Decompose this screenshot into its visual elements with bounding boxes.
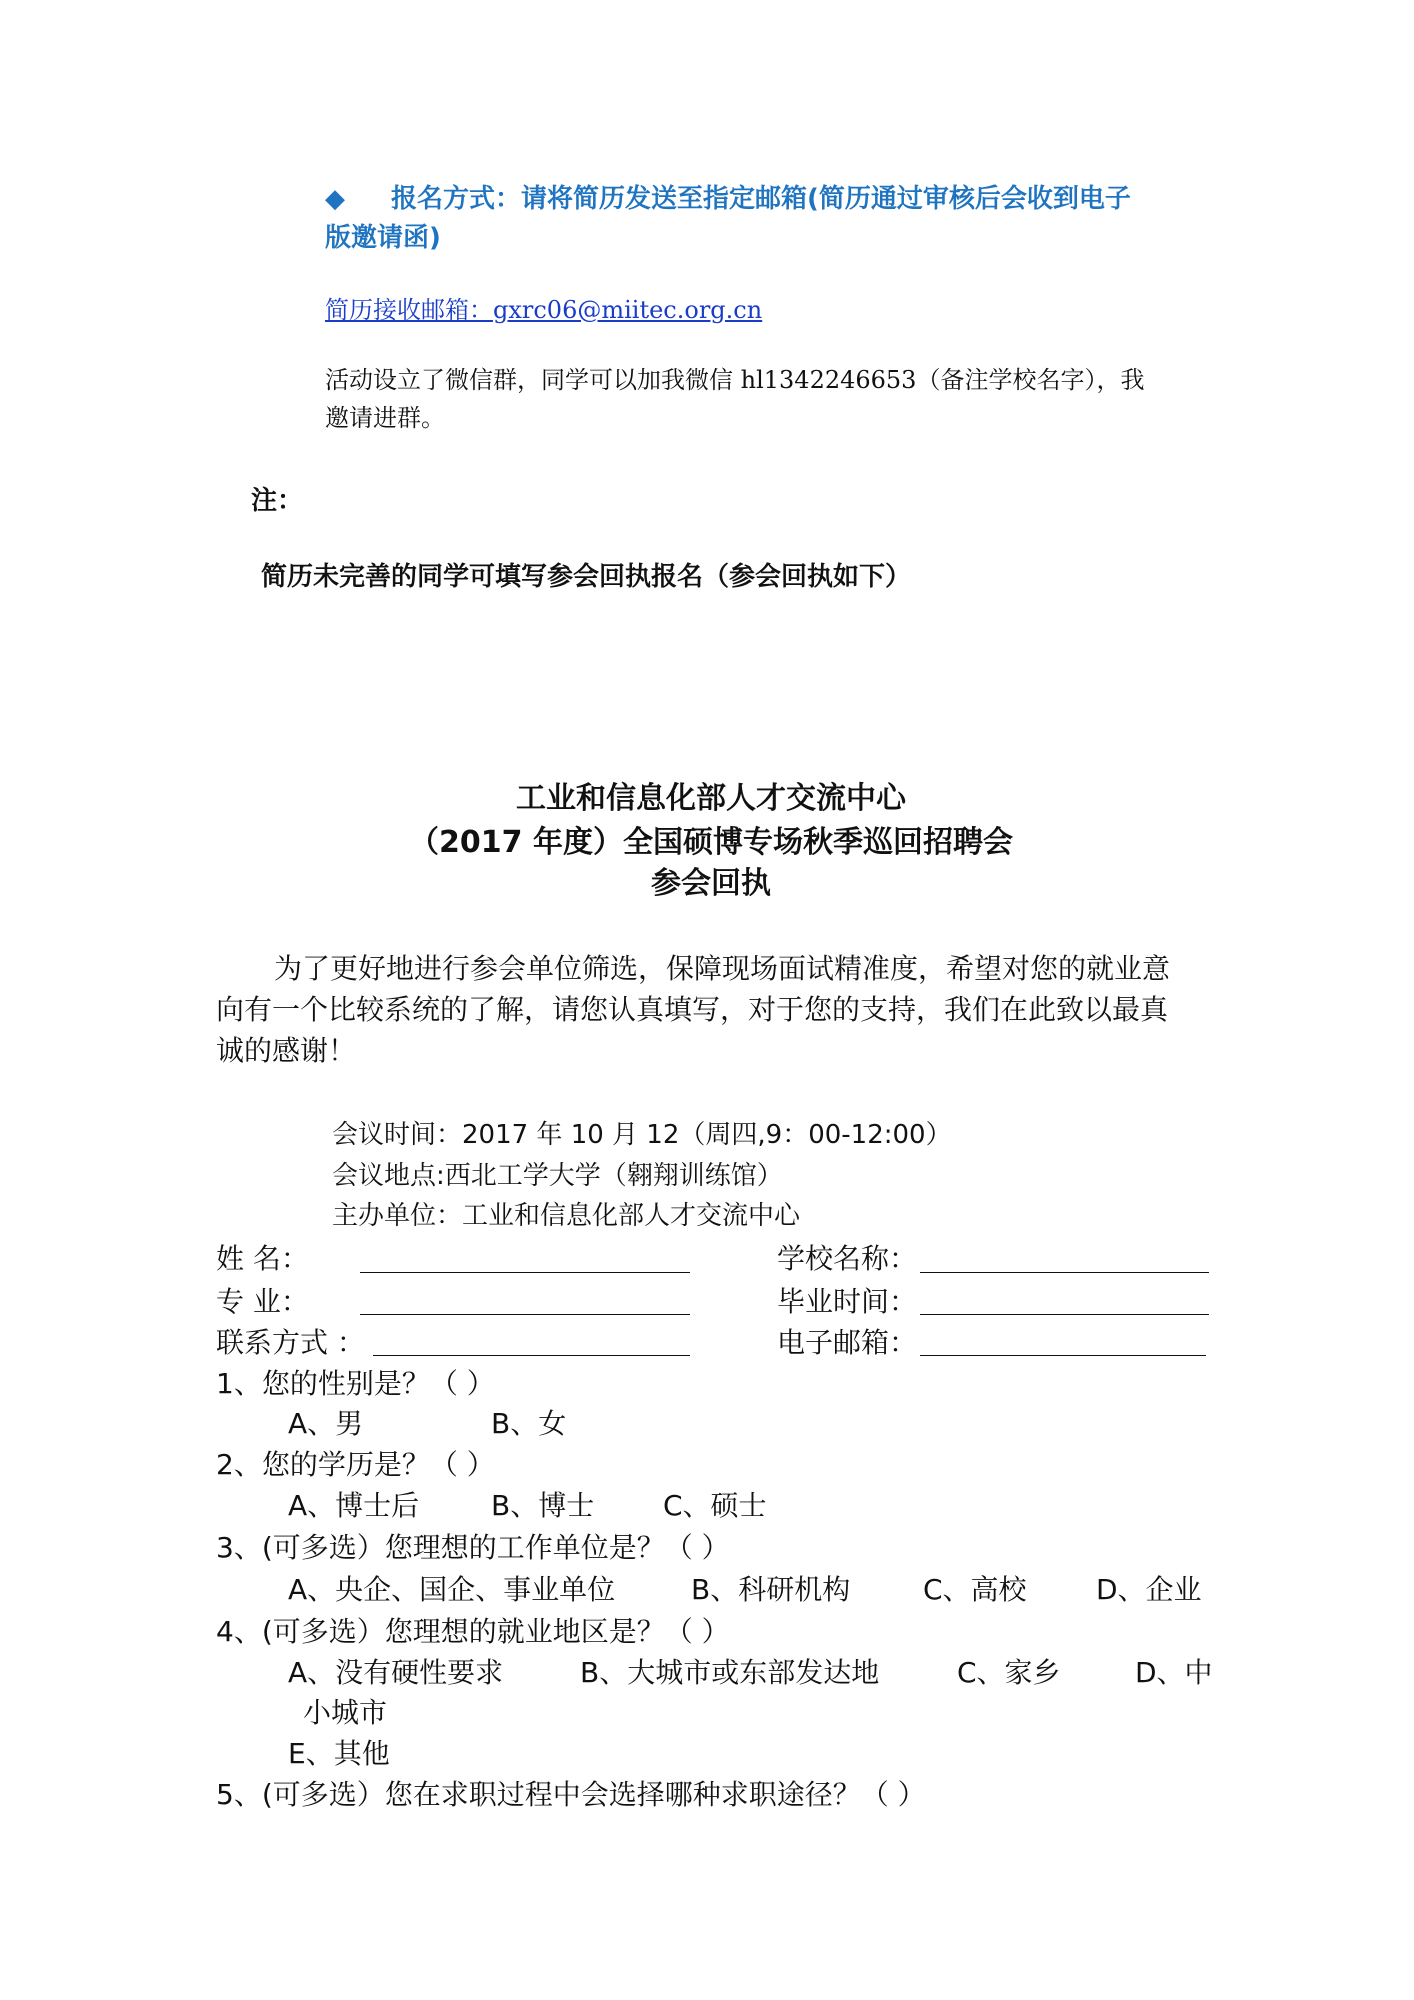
option[interactable]: D、中: [1135, 1656, 1213, 1689]
option[interactable]: B、女: [491, 1407, 567, 1440]
intro-line2: 向有一个比较系统的了解，请您认真填写，对于您的支持，我们在此致以最真: [216, 993, 1169, 1026]
option[interactable]: C、家乡: [957, 1656, 1061, 1689]
meeting-time: 会议时间：2017 年 10 月 12（周四,9：00-12:00）: [332, 1120, 952, 1150]
grad-label: 毕业时间：: [777, 1285, 918, 1318]
intro-line1: 为了更好地进行参会单位筛选，保障现场面试精准度，希望对您的就业意: [274, 952, 1171, 985]
school-label: 学校名称：: [777, 1242, 918, 1275]
intro-line3: 诚的感谢！: [216, 1034, 357, 1067]
option[interactable]: B、科研机构: [691, 1573, 851, 1606]
wechat-line1: 活动设立了微信群，同学可以加我微信 hl1342246653（备注学校名字），我: [325, 366, 1145, 394]
option-continuation: 小城市: [303, 1696, 388, 1729]
signup-method-line1: 报名方式：请将简历发送至指定邮箱(简历通过审核后会收到电子: [391, 184, 1131, 214]
page-subtitle: （2017 年度）全国硕博专场秋季巡回招聘会: [409, 825, 1013, 860]
wechat-line2: 邀请进群。: [325, 404, 445, 432]
contact-field[interactable]: [373, 1355, 690, 1356]
page-title: 工业和信息化部人才交流中心: [516, 781, 906, 816]
option[interactable]: A、没有硬性要求: [288, 1656, 504, 1689]
question-5: 5、(可多选）您在求职过程中会选择哪种求职途径？（ ）: [216, 1778, 926, 1811]
question-4: 4、(可多选）您理想的就业地区是？（ ）: [216, 1615, 730, 1648]
option[interactable]: C、硕士: [663, 1489, 767, 1522]
email-label: 电子邮箱：: [777, 1326, 918, 1359]
resume-email-link[interactable]: 简历接收邮箱：gxrc06@miitec.org.cn: [325, 296, 763, 324]
name-field[interactable]: [360, 1272, 690, 1273]
grad-field[interactable]: [920, 1314, 1209, 1315]
option[interactable]: A、博士后: [288, 1489, 420, 1522]
signup-method-line2: 版邀请函): [325, 223, 441, 253]
diamond-bullet-icon: ◆: [325, 184, 345, 214]
option[interactable]: A、央企、国企、事业单位: [288, 1573, 616, 1606]
school-field[interactable]: [920, 1272, 1209, 1273]
major-label: 专 业：: [216, 1285, 309, 1318]
note-text: 简历未完善的同学可填写参会回执报名（参会回执如下）: [261, 562, 912, 592]
option[interactable]: E、其他: [288, 1737, 390, 1770]
contact-label: 联系方式 ：: [216, 1326, 365, 1359]
option[interactable]: B、博士: [491, 1489, 595, 1522]
option[interactable]: D、企业: [1096, 1573, 1202, 1606]
meeting-host: 主办单位：工业和信息化部人才交流中心: [332, 1201, 801, 1231]
email-field[interactable]: [920, 1355, 1206, 1356]
question-1: 1、您的性别是？（ ）: [216, 1367, 495, 1400]
major-field[interactable]: [360, 1314, 690, 1315]
note-label: 注：: [251, 486, 304, 516]
option[interactable]: B、大城市或东部发达地: [580, 1656, 880, 1689]
name-label: 姓 名：: [216, 1242, 309, 1275]
option[interactable]: A、男: [288, 1407, 364, 1440]
page-heading-receipt: 参会回执: [651, 866, 771, 901]
question-2: 2、您的学历是？（ ）: [216, 1448, 495, 1481]
option[interactable]: C、高校: [923, 1573, 1027, 1606]
question-3: 3、(可多选）您理想的工作单位是？（ ）: [216, 1531, 730, 1564]
meeting-place: 会议地点:西北工学大学（翱翔训练馆）: [332, 1161, 783, 1191]
